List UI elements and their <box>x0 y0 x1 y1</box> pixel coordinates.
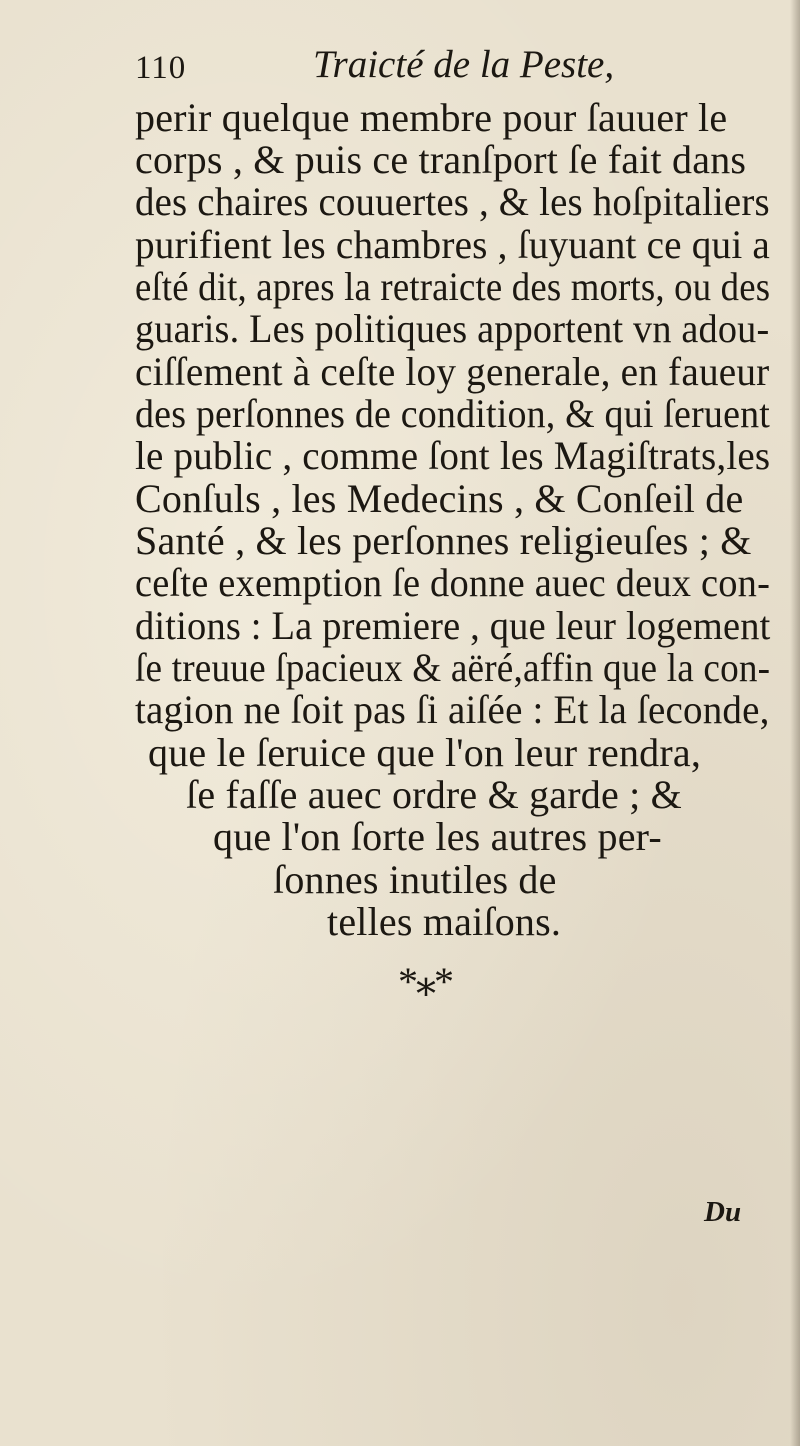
page-edge-shadow <box>790 0 800 1446</box>
text-line: telles maiſons. <box>327 899 562 944</box>
text-line: Santé , & les perſonnes religieuſes ; & <box>135 518 752 563</box>
text-line: des perſonnes de condition, & qui ſeruent <box>135 391 771 436</box>
text-line: purifient les chambres , ſuyuant ce qui a <box>135 222 771 267</box>
asterism-ornament: *⁎* <box>398 959 452 1004</box>
text-line: ſonnes inutiles de <box>273 857 557 902</box>
page-header <box>135 40 655 90</box>
text-line: eſté dit, apres la retraicte des morts, ou des <box>135 264 771 309</box>
page-number: 110 <box>135 50 187 86</box>
running-head: Traicté de la Peste, <box>313 43 615 86</box>
text-line: corps , & puis ce tranſport ſe fait dans <box>135 137 747 182</box>
text-line: des chaires couuertes , & les hoſpitaliers <box>135 179 770 224</box>
text-line: ſe treuue ſpacieux & aëré,affin que la con- <box>135 645 771 690</box>
text-line: guaris. Les politiques apportent vn adou- <box>135 306 770 351</box>
text-line: Conſuls , les Medecins , & Conſeil de <box>135 476 744 521</box>
text-line: que l'on ſorte les autres per- <box>213 814 662 859</box>
text-line: le public , comme ſont les Magiſtrats,les <box>135 433 771 478</box>
text-line: que le ſeruice que l'on leur rendra, <box>148 730 702 775</box>
text-line: ditions : La premiere , que leur logement <box>135 603 771 648</box>
text-line: ciſſement à ceſte loy generale, en faueur <box>135 349 770 394</box>
text-line: tagion ne ſoit pas ſi aiſée : Et la ſeconde, <box>135 687 770 732</box>
text-line: ſe faſſe auec ordre & garde ; & <box>186 772 682 817</box>
text-line: perir quelque membre pour ſauuer le <box>135 95 728 140</box>
catchword: Du <box>704 1196 742 1228</box>
text-line: ceſte exemption ſe donne auec deux con- <box>135 560 771 605</box>
